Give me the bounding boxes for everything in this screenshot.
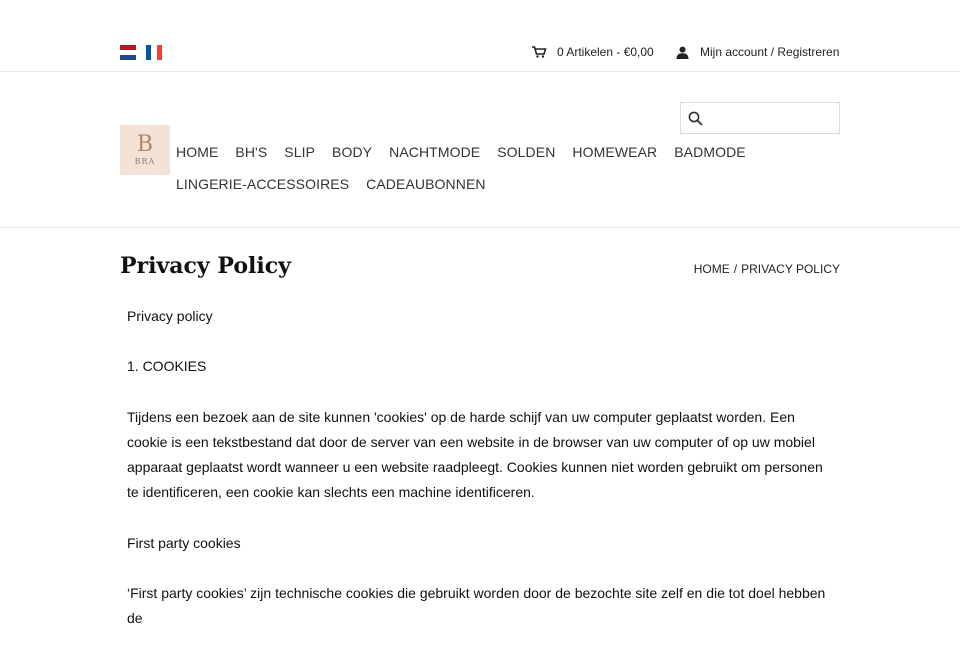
logo-letter: B [136, 131, 154, 157]
site-logo[interactable] [120, 125, 170, 175]
nav-item-solden[interactable]: SOLDEN [497, 144, 556, 160]
account-label: Mijn account / Registreren [700, 45, 840, 59]
main-nav [176, 136, 766, 200]
search-input[interactable] [709, 104, 839, 132]
page-content [127, 304, 833, 657]
search-icon[interactable] [688, 111, 703, 126]
content-paragraph: First party cookies [127, 534, 241, 551]
content-paragraph: Tijdens een bezoek aan de site kunnen 'cookies' op de harde schijf van uw computer geplaatst worden. Een cookie is een tekstbestand dat door de server van een website in de browser van uw computer of op uw mobiel apparaat geplaatst wordt wanneer u een website raadpleegt. Cookies kunnen niet worden gebruikt om personen te identificeren, een cookie kan slechts een machine identificeren. [127, 408, 823, 501]
flag-fr-icon[interactable] [146, 45, 162, 60]
breadcrumb-current[interactable]: PRIVACY POLICY [741, 262, 840, 276]
breadcrumb-separator: / [733, 262, 738, 276]
nav-item-lingerie-accessoires[interactable]: LINGERIE-ACCESSOIRES [176, 176, 350, 192]
content-paragraph: Privacy policy [127, 308, 213, 324]
account-link[interactable] [676, 45, 839, 59]
cart-link[interactable] [532, 45, 654, 59]
nav-item-cadeaubonnen[interactable]: CADEAUBONNEN [366, 176, 486, 192]
breadcrumb-home[interactable]: HOME [693, 262, 730, 276]
cart-label: 0 Artikelen - €0,00 [557, 45, 654, 59]
nav-item-home[interactable]: HOME [176, 144, 219, 160]
content-paragraph: ‘First party cookies’ zijn technische cookies die gebruikt worden door de bezochte site zelf en die tot doel hebben de [127, 585, 826, 627]
nav-item-badmode[interactable]: BADMODE [674, 144, 746, 160]
nav-item-body[interactable]: BODY [332, 144, 373, 160]
breadcrumb [694, 262, 840, 276]
nav-item-bhs[interactable]: BH'S [235, 144, 268, 160]
flag-nl-icon[interactable] [120, 45, 136, 60]
search-box [680, 102, 840, 134]
content-paragraph: 1. COOKIES [127, 358, 207, 375]
site-header [0, 72, 960, 228]
nav-item-homewear[interactable]: HOMEWEAR [572, 144, 658, 160]
user-icon [676, 46, 689, 59]
nav-item-slip[interactable]: SLIP [284, 144, 316, 160]
language-selector [120, 45, 162, 60]
top-bar [0, 0, 960, 72]
nav-item-nachtmode[interactable]: NACHTMODE [389, 144, 481, 160]
cart-icon [532, 46, 546, 58]
page-title: Privacy Policy [120, 253, 291, 279]
logo-text: BRA [134, 156, 156, 166]
